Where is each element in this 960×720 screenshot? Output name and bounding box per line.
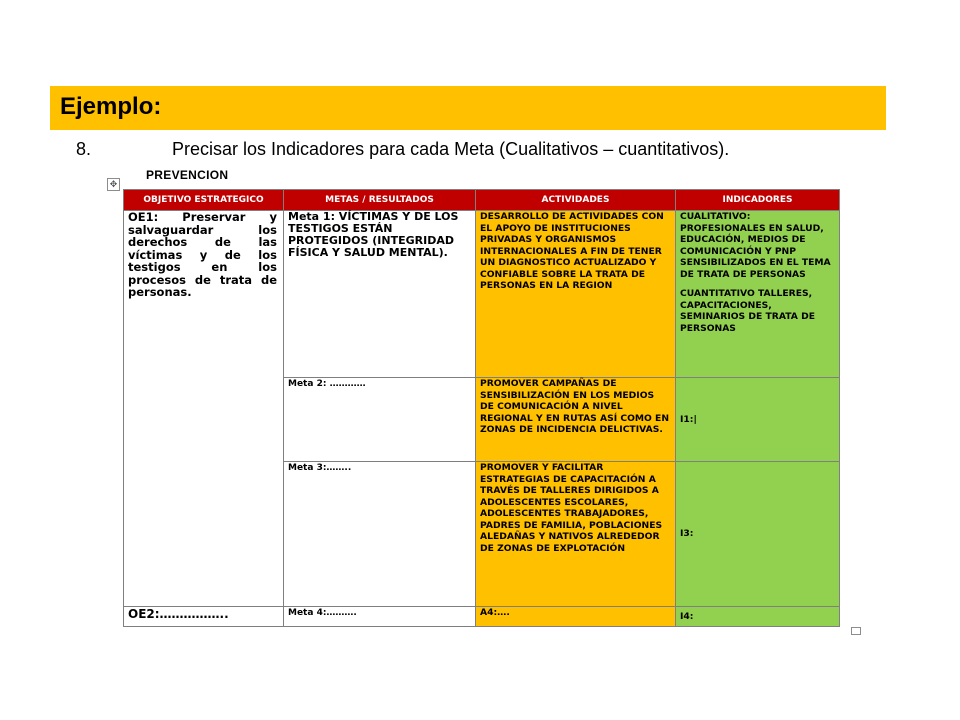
step-text: Precisar los Indicadores para cada Meta (Cualitativos – cuantitativos).: [172, 139, 730, 159]
indicator-1-quantitative: CUANTITATIVO TALLERES, CAPACITACIONES, SEMINARIOS DE TRATA DE PERSONAS: [680, 288, 815, 334]
step-line: [76, 139, 729, 160]
objective-cell: [124, 211, 284, 607]
step-number: 8.: [76, 139, 92, 159]
table-row: [124, 607, 840, 627]
activity-1-text: DESARROLLO DE ACTIVIDADES CON EL APOYO DE INSTITUCIONES PRIVADAS Y ORGANISMOS INTERNACIONALES A FIN DE TENER UN DIAGNOSTICO ACTUALIZADO Y CONFIABLE SOBRE LA TRATA DE PERSONAS EN LA REGION: [480, 211, 664, 291]
table-row: [124, 211, 840, 378]
indicator-cell: [676, 378, 840, 462]
indicator-4-text: I4:: [680, 610, 694, 622]
indicator-cell: [676, 607, 840, 627]
activity-4-text: A4:….: [480, 607, 510, 618]
indicator-3-text: I3:: [680, 528, 694, 540]
indicator-cell: [676, 211, 840, 378]
meta-2-text: Meta 2: …………: [288, 379, 366, 389]
header-metas: METAS / RESULTADOS: [284, 190, 476, 211]
banner-title: Ejemplo:: [60, 93, 162, 120]
section-title: PREVENCION: [146, 168, 229, 182]
meta-cell: [284, 462, 476, 607]
meta-4-text: Meta 4:……….: [288, 608, 357, 618]
meta-cell: [284, 378, 476, 462]
indicator-1-qualitative: CUALITATIVO: PROFESIONALES EN SALUD, EDUCACIÓN, MEDIOS DE COMUNICACIÓN Y PNP SENSIBILIZADOS EN EL TEMA DE TRATA DE PERSONAS: [680, 211, 831, 280]
meta-1-text: Meta 1: VÍCTIMAS Y DE LOS TESTIGOS ESTÁN PROTEGIDOS (INTEGRIDAD FÍSICA Y SALUD MENTAL).: [288, 210, 459, 259]
objective-2-text: OE2:……………..: [128, 607, 229, 621]
header-objetivo: OBJETIVO ESTRATEGICO: [124, 190, 284, 211]
plan-table: [123, 189, 840, 627]
activity-3-text: PROMOVER Y FACILITAR ESTRATEGIAS DE CAPACITACIÓN A TRAVÉS DE TALLERES DIRIGIDOS A ADOLESCENTES ESCOLARES, ADOLESCENTES TRABAJADORES, PADRES DE FAMILIA, POBLACIONES ALEDAÑAS Y NATIVOS ALREDEDOR DE ZONAS DE EXPLOTACIÓN: [480, 462, 663, 554]
move-handle-icon[interactable]: ✥: [107, 178, 120, 191]
objective-1-text: OE1: Preservar y salvaguardar los derechos de las víctimas y de los testigos en los procesos de trata de personas.: [128, 210, 277, 299]
activity-cell: [476, 607, 676, 627]
activity-cell: [476, 462, 676, 607]
header-actividades: ACTIVIDADES: [476, 190, 676, 211]
indicator-2-text: I1:|: [680, 413, 697, 425]
meta-3-text: Meta 3:……..: [288, 463, 352, 473]
activity-cell: [476, 211, 676, 378]
activity-cell: [476, 378, 676, 462]
objective-2-cell: [124, 607, 284, 627]
header-indicadores: INDICADORES: [676, 190, 840, 211]
resize-handle-icon[interactable]: [851, 627, 861, 635]
activity-2-text: PROMOVER CAMPAÑAS DE SENSIBILIZACIÓN EN LOS MEDIOS DE COMUNICACIÓN A NIVEL REGIONAL Y EN RUTAS ASÍ COMO EN ZONAS DE INCIDENCIA DELICTIVAS.: [480, 378, 670, 435]
table-header-row: [124, 190, 840, 211]
example-banner: [50, 86, 886, 130]
indicator-cell: [676, 462, 840, 607]
meta-cell: [284, 607, 476, 627]
meta-cell: [284, 211, 476, 378]
